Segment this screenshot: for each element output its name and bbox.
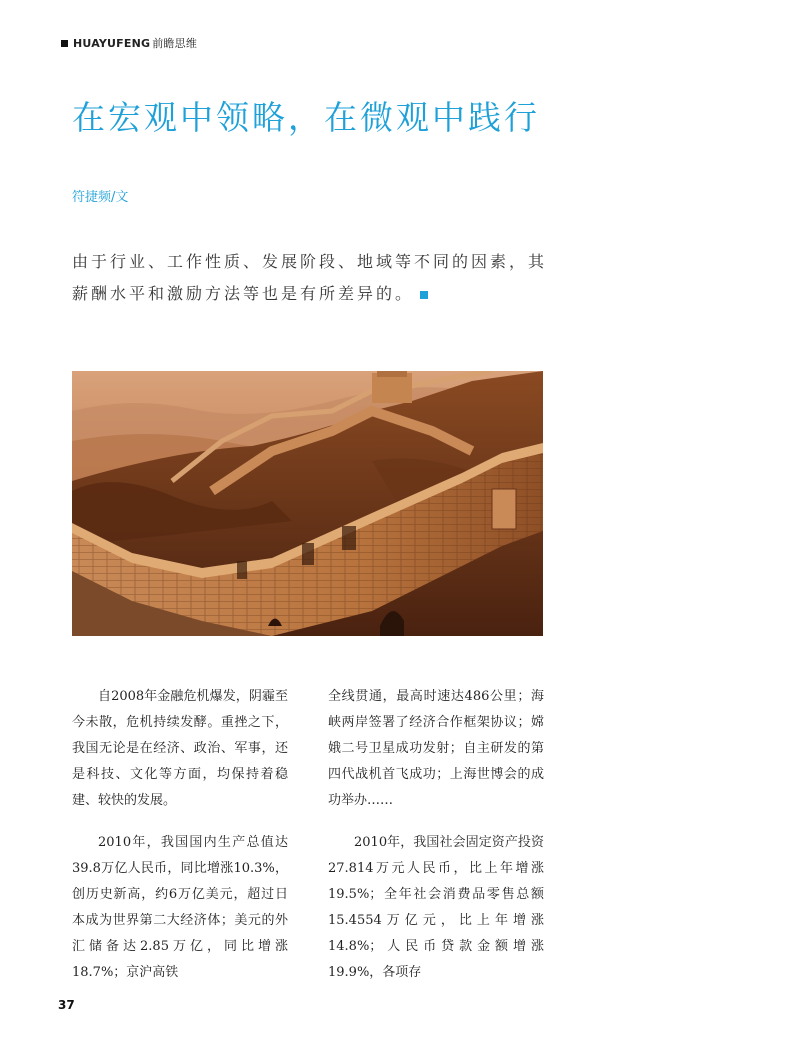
page-header	[61, 35, 197, 51]
article-author: 符捷频/文	[72, 190, 129, 205]
end-mark-icon	[420, 291, 428, 299]
page-number: 37	[58, 998, 75, 1012]
body-paragraph: 自2008年金融危机爆发，阴霾至今未散，危机持续发酵。重挫之下，我国无论是在经济、政治、军事，还是科技、文化等方面，均保持着稳建、较快的发展。	[72, 689, 288, 808]
body-column-1	[72, 684, 288, 1002]
article-title: 在宏观中领略，在微观中践行	[72, 98, 540, 137]
body-paragraph: 2010年，我国社会固定资产投资27.814万元人民币，比上年增涨19.5%；全年社会消费品零售总额15.4554万亿元，比上年增涨14.8%；人民币贷款金额增涨19.9%，各项存	[328, 835, 544, 980]
square-bullet-icon	[61, 40, 68, 47]
lead-text: 由于行业、工作性质、发展阶段、地域等不同的因素，其薪酬水平和激励方法等也是有所差异的。	[72, 252, 548, 303]
lead-paragraph	[72, 246, 547, 310]
section-name: 前瞻思维	[152, 37, 198, 50]
brand-name: HUAYUFENG	[73, 36, 151, 50]
body-column-2	[328, 684, 544, 1002]
body-paragraph: 全线贯通，最高时速达486公里；海峡两岸签署了经济合作框架协议；嫦娥二号卫星成功发射；自主研发的第四代战机首飞成功；上海世博会的成功举办……	[328, 689, 544, 808]
great-wall-photo	[72, 371, 543, 636]
body-paragraph: 2010年，我国国内生产总值达39.8万亿人民币，同比增涨10.3%，创历史新高，约6万亿美元，超过日本成为世界第二大经济体；美元的外汇储备达2.85万亿，同比增涨18.7%；京沪高铁	[72, 835, 288, 980]
